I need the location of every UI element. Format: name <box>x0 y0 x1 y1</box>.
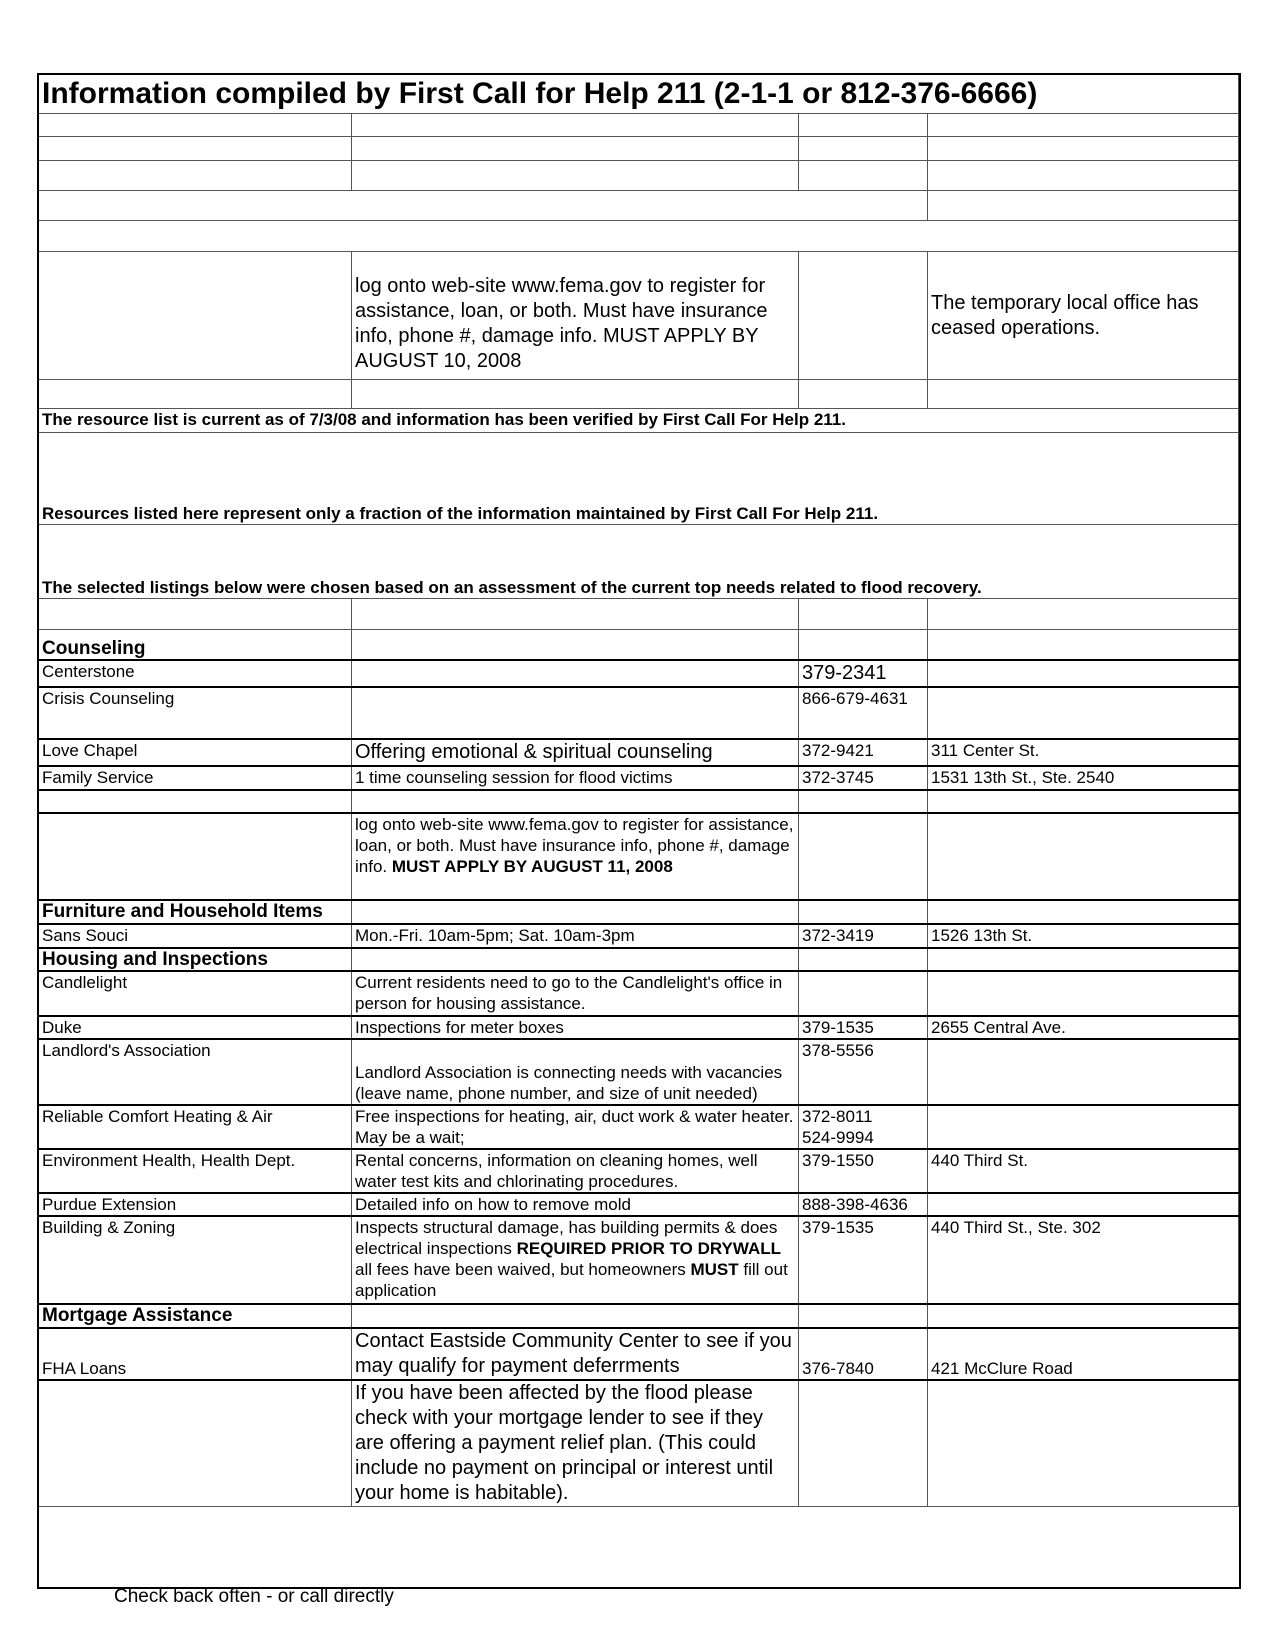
fema-top-note: The temporary local office has ceased operations. <box>928 252 1239 380</box>
provider-address <box>928 1380 1239 1507</box>
provider-phone: 372-8011 <box>802 1106 873 1126</box>
table-row <box>39 766 1239 790</box>
table-row <box>39 1380 1239 1507</box>
provider-name: Landlord's Association <box>39 1039 352 1105</box>
provider-address <box>928 1193 1239 1216</box>
provider-name: Duke <box>39 1016 352 1039</box>
blank-row <box>39 380 1239 409</box>
provider-address: 1526 13th St. <box>928 924 1239 948</box>
provider-name: Purdue Extension <box>39 1193 352 1216</box>
fema-top-row <box>39 252 1239 380</box>
provider-description: Offering emotional & spiritual counseling <box>352 739 799 766</box>
provider-phone: 372-3745 <box>799 766 928 790</box>
provider-description: 1 time counseling session for flood victims <box>352 766 799 790</box>
blank-row <box>39 790 1239 813</box>
table-row <box>39 1193 1239 1216</box>
provider-address <box>928 1039 1239 1105</box>
provider-phone-list <box>799 1105 928 1149</box>
provider-phone: 888-398-4636 <box>799 1193 928 1216</box>
provider-phone: 379-2341 <box>799 660 928 687</box>
table-row <box>39 687 1239 739</box>
provider-description: Inspections for meter boxes <box>352 1016 799 1039</box>
provider-phone: 372-9421 <box>799 739 928 766</box>
provider-description: Free inspections for heating, air, duct work & water heater. May be a wait; <box>352 1105 799 1149</box>
provider-description: If you have been affected by the flood please check with your mortgage lender to see if they are offering a payment relief plan. (This could include no payment on principal or interest until your home is habitable). <box>352 1380 799 1507</box>
blank-row <box>39 599 1239 630</box>
provider-name: Centerstone <box>39 660 352 687</box>
provider-address <box>928 971 1239 1016</box>
notice-current: The resource list is current as of 7/3/08 and information has been verified by First Call For Help 211. <box>39 409 1239 433</box>
provider-phone: 379-1535 <box>799 1216 928 1304</box>
provider-name: Candlelight <box>39 971 352 1016</box>
provider-address: 440 Third St. <box>928 1149 1239 1193</box>
table-row <box>39 1016 1239 1039</box>
table-row <box>39 660 1239 687</box>
page-title: Information compiled by First Call for Help 211 (2-1-1 or 812-376-6666) <box>39 75 1239 114</box>
section-heading-counseling: Counseling <box>39 630 352 660</box>
notice-selected: The selected listings below were chosen based on an assessment of the current top needs related to flood recovery. <box>39 525 1239 599</box>
provider-description: Inspects structural damage, has building permits & does electrical inspections REQUIRED PRIOR TO DRYWALL all fees have been waived, but homeowners MUST fill out application <box>352 1216 799 1304</box>
section-heading-housing: Housing and Inspections <box>39 948 352 971</box>
blank-row <box>39 137 1239 161</box>
table-row <box>39 739 1239 766</box>
table-row <box>39 1039 1239 1105</box>
provider-description: Contact Eastside Community Center to see if you may qualify for payment deferrments <box>352 1328 799 1380</box>
provider-phone: 866-679-4631 <box>799 687 928 739</box>
section-heading-furniture: Furniture and Household Items <box>39 900 352 924</box>
provider-description: Landlord Association is connecting needs with vacancies (leave name, phone number, and size of unit needed) <box>352 1039 799 1105</box>
provider-name: Reliable Comfort Heating & Air <box>39 1105 352 1149</box>
table-row <box>39 1328 1239 1380</box>
footer-note: Check back often - or call directly <box>114 1586 394 1607</box>
provider-name: FHA Loans <box>39 1328 352 1380</box>
provider-address <box>928 660 1239 687</box>
provider-phone: 379-1535 <box>799 1016 928 1039</box>
fema-mid-row <box>39 813 1239 900</box>
provider-phone <box>799 1380 928 1507</box>
provider-address: 1531 13th St., Ste. 2540 <box>928 766 1239 790</box>
provider-name <box>39 1380 352 1507</box>
provider-description <box>352 687 799 739</box>
section-heading-mortgage: Mortgage Assistance <box>39 1304 352 1328</box>
provider-name: Building & Zoning <box>39 1216 352 1304</box>
provider-description: Mon.-Fri. 10am-5pm; Sat. 10am-3pm <box>352 924 799 948</box>
table-row <box>39 924 1239 948</box>
provider-phone: 376-7840 <box>799 1328 928 1380</box>
provider-address: 440 Third St., Ste. 302 <box>928 1216 1239 1304</box>
blank-row <box>39 191 1239 221</box>
notice-fraction: Resources listed here represent only a fraction of the information maintained by First Call For Help 211. <box>39 433 1239 525</box>
provider-description: Current residents need to go to the Candlelight's office in person for housing assistance. <box>352 971 799 1016</box>
provider-name: Family Service <box>39 766 352 790</box>
fema-mid-description: log onto web-site www.fema.gov to register for assistance, loan, or both. Must have insurance info, phone #, damage info. MUST APPLY BY AUGUST 11, 2008 <box>352 813 799 900</box>
fema-top-description: log onto web-site www.fema.gov to register for assistance, loan, or both. Must have insurance info, phone #, damage info. MUST APPLY BY AUGUST 10, 2008 <box>352 252 799 380</box>
blank-row <box>39 114 1239 137</box>
provider-phone <box>799 971 928 1016</box>
provider-address: 311 Center St. <box>928 739 1239 766</box>
provider-name: Environment Health, Health Dept. <box>39 1149 352 1193</box>
blank-row <box>39 161 1239 191</box>
provider-phone: 372-3419 <box>799 924 928 948</box>
provider-phone: 378-5556 <box>799 1039 928 1105</box>
table-row <box>39 971 1239 1016</box>
provider-description: Detailed info on how to remove mold <box>352 1193 799 1216</box>
table-row <box>39 1216 1239 1304</box>
provider-address <box>928 687 1239 739</box>
provider-address <box>928 1105 1239 1149</box>
provider-name: Sans Souci <box>39 924 352 948</box>
provider-address: 2655 Central Ave. <box>928 1016 1239 1039</box>
blank-row <box>39 221 1239 252</box>
provider-phone: 379-1550 <box>799 1149 928 1193</box>
provider-phone-alt: 524-9994 <box>802 1127 874 1147</box>
table-row <box>39 1149 1239 1193</box>
provider-description <box>352 660 799 687</box>
provider-description: Rental concerns, information on cleaning homes, well water test kits and chlorinating procedures. <box>352 1149 799 1193</box>
table-row <box>39 1105 1239 1149</box>
provider-name: Love Chapel <box>39 739 352 766</box>
provider-address: 421 McClure Road <box>928 1328 1239 1380</box>
provider-name: Crisis Counseling <box>39 687 352 739</box>
resource-table <box>38 74 1239 1507</box>
